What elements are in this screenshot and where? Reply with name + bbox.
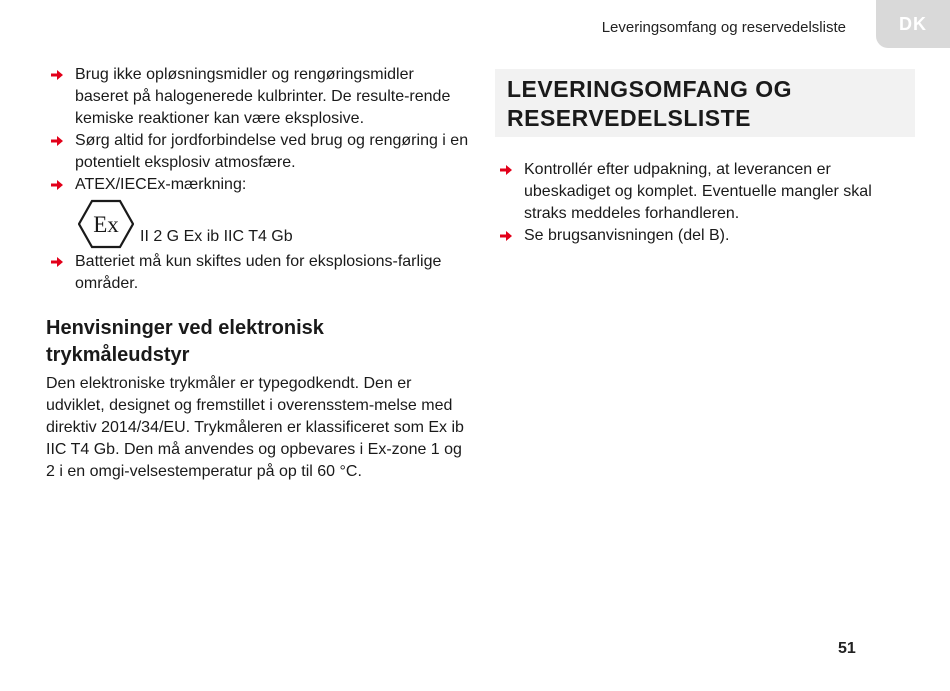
- ex-marking-text: II 2 G Ex ib IIC T4 Gb: [140, 228, 293, 245]
- bullet-text: ATEX/IECEx-mærkning:: [75, 176, 247, 193]
- section-title-line: RESERVEDELSLISTE: [507, 105, 752, 131]
- arrow-right-icon: [50, 68, 64, 82]
- arrow-right-icon: [50, 178, 64, 192]
- section-title-line: LEVERINGSOMFANG OG: [507, 76, 793, 102]
- ex-mark-glyph: Ex: [93, 212, 119, 237]
- page-number: 51: [838, 640, 856, 657]
- bullet-item: [46, 251, 470, 295]
- bullet-list: [495, 159, 915, 247]
- language-tab: DK: [876, 0, 950, 48]
- bullet-text: Batteriet må kun skiftes uden for eksplosions-farlige områder.: [75, 253, 442, 292]
- right-column: [495, 69, 915, 247]
- body-paragraph: Den elektroniske trykmåler er typegodkendt. Den er udviklet, designet og fremstillet i overensstem-melse med direktiv 2014/34/EU. Trykmåleren er klassificeret som Ex ib IIC T4 Gb. Den må anvendes og opbevares i Ex-zone 1 og 2 i en omgi-velsestemperatur på op til 60 °C.: [46, 375, 464, 480]
- section-heading-box: [495, 69, 915, 137]
- bullet-text: Se brugsanvisningen (del B).: [524, 227, 730, 244]
- bullet-item: [46, 64, 470, 130]
- running-header-title: Leveringsomfang og reservedelsliste: [601, 19, 846, 36]
- arrow-right-icon: [499, 229, 513, 243]
- bullet-item: [495, 225, 915, 247]
- subheading: Henvisninger ved elektronisk trykmåleudstyr: [46, 317, 324, 366]
- arrow-right-icon: [499, 163, 513, 177]
- bullet-text: Kontrollér efter udpakning, at leverancen er ubeskadiget og komplet. Eventuelle mangler skal straks meddeles forhandleren.: [524, 161, 872, 222]
- atex-marking-row: [46, 201, 470, 251]
- ex-hexagon-icon: [78, 199, 134, 249]
- bullet-text: Brug ikke opløsningsmidler og rengøringsmidler baseret på halogenerede kulbrinter. De resulte-rende kemiske reaktioner kan være eksplosive.: [75, 66, 451, 127]
- bullet-item: [46, 130, 470, 174]
- arrow-right-icon: [50, 134, 64, 148]
- bullet-item: [46, 174, 470, 196]
- bullet-item: [495, 159, 915, 225]
- left-column: [46, 64, 470, 483]
- bullet-text: Sørg altid for jordforbindelse ved brug og rengøring i en potentielt eksplosiv atmosfære.: [75, 132, 469, 171]
- arrow-right-icon: [50, 255, 64, 269]
